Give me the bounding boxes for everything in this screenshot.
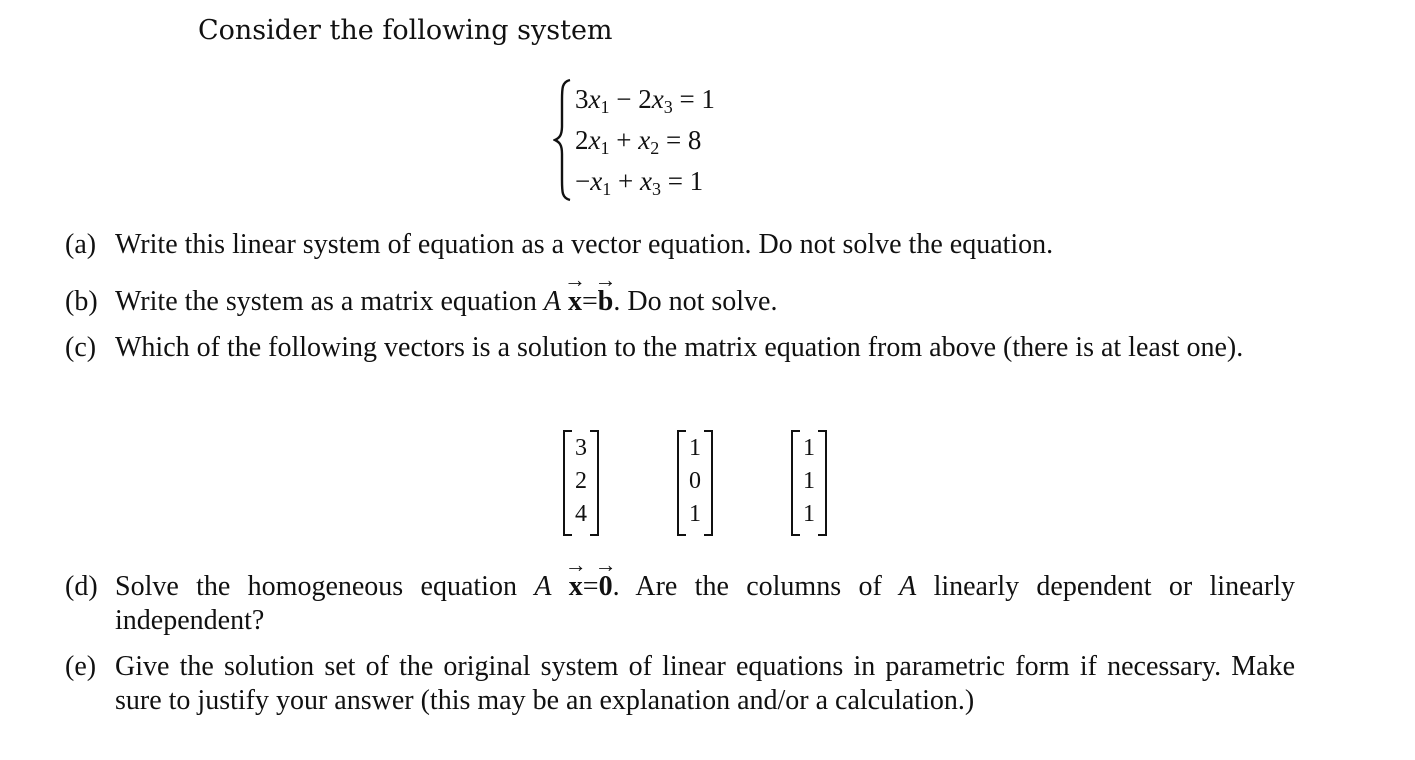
vector-x: → x <box>568 285 582 319</box>
left-brace <box>553 78 573 202</box>
question-d-label: (d) <box>65 571 98 602</box>
zero-vector: → 0 <box>599 570 613 604</box>
equation-system <box>553 78 715 202</box>
intro-text: Consider the following system <box>198 15 613 46</box>
vector-entry: 0 <box>689 468 701 494</box>
vector-entry: 2 <box>575 468 587 494</box>
question-c-label: (c) <box>65 332 97 363</box>
candidate-vector-1 <box>563 430 599 534</box>
question-b <box>65 285 1295 319</box>
question-a-text: Write this linear system of equation as a vector equation. Do not solve the equation. <box>115 229 1054 260</box>
vector-entry: 1 <box>689 501 701 527</box>
question-c-text: Which of the following vectors is a solution to the matrix equation from above (there is at least one). <box>115 332 1244 363</box>
vector-b: → b <box>598 285 614 319</box>
question-e-text: Give the solution set of the original system of linear equations in parametric form if necessary. Make sure to justify your answer (this may be an explanation and/or a calculation.) <box>115 651 1295 716</box>
vector-entry: 4 <box>575 501 587 527</box>
question-e <box>65 650 1295 718</box>
equation-2: $2x_1 + x_2 = 8$ <box>575 124 702 158</box>
vector-entry: 1 <box>803 501 815 527</box>
vector-entry: 1 <box>689 435 701 461</box>
candidate-vectors <box>563 430 827 534</box>
vector-entry: 1 <box>803 468 815 494</box>
question-b-text: Write the system as a matrix equation A → x=→ b. Do not solve. <box>115 285 1295 319</box>
question-a <box>65 228 1295 262</box>
candidate-vector-3 <box>791 430 827 534</box>
vector-entry: 1 <box>803 435 815 461</box>
equation-3: $-x_1 + x_3 = 1$ <box>575 166 704 200</box>
equation-1: $3x_1 - 2x_3 = 1$ <box>575 83 715 117</box>
question-b-label: (b) <box>65 286 98 317</box>
question-d <box>65 570 1295 638</box>
question-e-label: (e) <box>65 651 97 682</box>
candidate-vector-2 <box>677 430 713 534</box>
vector-x: → x <box>569 570 583 604</box>
question-a-label: (a) <box>65 229 97 260</box>
vector-entry: 3 <box>575 435 587 461</box>
question-d-text: Solve the homogeneous equation A → x=→ 0. Are the columns of A linearly dependent or linearly independent? <box>115 570 1295 638</box>
question-c <box>65 331 1295 365</box>
